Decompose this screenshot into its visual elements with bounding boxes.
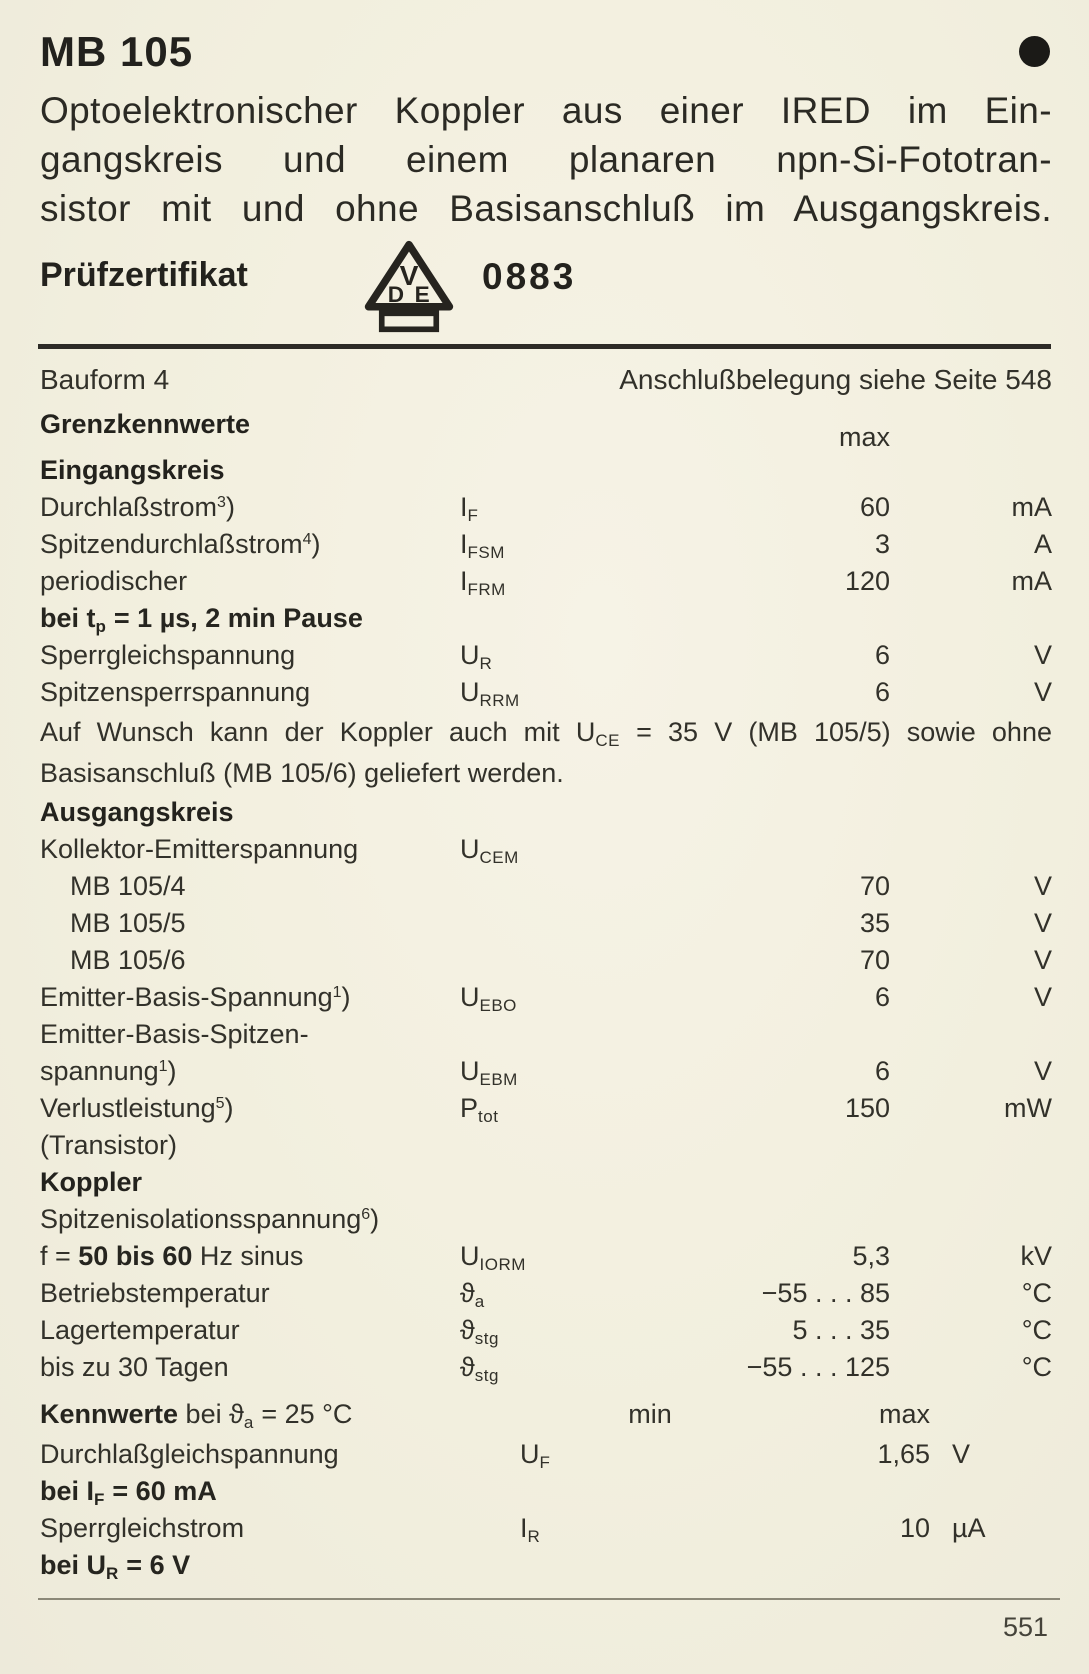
row-unit: V [1033,677,1052,707]
bauform-row [40,362,1052,408]
row-unit: V [1033,908,1052,938]
row-unit: kV [1020,1241,1052,1271]
table-row [40,905,1052,942]
row-symbol: $I_F$ [460,492,479,525]
row-label: Verlustleistung$^5$) [40,1093,234,1123]
row-symbol: $U_{RRM}$ [460,677,520,710]
row-label: Eingangskreis [40,455,225,485]
row-unit: mA [1011,492,1052,522]
row-min-value [580,1510,720,1547]
row-unit [890,831,1052,868]
page-title: MB 105 [40,28,194,75]
col-header-min: min [628,1399,672,1429]
pin-assignment-note: Anschlußbelegung siehe Seite 548 [619,364,1052,395]
row-unit: V [1033,640,1052,670]
table-row [40,1349,1052,1386]
table-row [40,637,1052,674]
row-symbol: $I_R$ [520,1513,541,1546]
option-note-paragraph [40,711,1052,794]
row-value: 5,3 [852,1241,890,1271]
row-symbol [460,905,640,942]
row-unit: °C [1021,1315,1052,1345]
row-label: bei $U_R = 6$ V [40,1550,191,1583]
row-label: Durchlaßstrom$^3$) [40,492,235,522]
row-label: Kennwerte bei $ϑ_a = 25$ °C [40,1399,353,1432]
table-row [40,563,1052,600]
table-row [40,1201,1052,1238]
page-number: 551 [1002,1612,1048,1642]
row-unit: °C [1021,1352,1052,1382]
row-label: (Transistor) [40,1130,178,1160]
col-header-max: max [838,422,890,452]
table-row [40,1053,1052,1090]
top-divider [38,344,1051,349]
row-unit: V [1033,945,1052,975]
row-max-value: 10 [899,1513,930,1543]
row-label: Spitzenisolationsspannung$^6$) [40,1204,380,1234]
description-line: sistor mit und ohne Basisanschluß im Ausgangskreis. [40,188,1052,229]
product-description [40,86,1052,233]
certificate-number: 0883 [482,256,577,297]
vde-letter: D [387,282,404,308]
row-symbol: $ϑ_{stg}$ [460,1352,499,1385]
row-label: bei $I_F = 60$ mA [40,1476,217,1509]
row-value: −55 . . . 125 [746,1352,890,1382]
table-row [40,600,1052,637]
table-row [40,1547,1052,1584]
row-unit: V [1033,871,1052,901]
row-symbol: $U_{EBO}$ [460,982,517,1015]
row-value: 35 [859,908,890,938]
table-row [40,1090,1052,1127]
row-label: Spitzendurchlaßstrom$^4$) [40,529,321,559]
description-line: Optoelektronischer Koppler aus einer IRED im Ein- [40,90,1052,131]
row-label: Emitter-Basis-Spitzen- [40,1019,309,1049]
table-row [40,979,1052,1016]
row-value: 3 [874,529,890,559]
note-paragraph-line: Basisanschluß (MB 105/6) geliefert werden. [40,758,564,788]
table-row [40,1436,1052,1473]
table-row [40,942,1052,979]
row-label: bis zu 30 Tagen [40,1352,229,1382]
row-unit: °C [1021,1278,1052,1308]
row-value [640,831,890,868]
row-label: MB 105/6 [70,945,186,975]
table-row [40,489,1052,526]
description-line: gangskreis und einem planaren npn-Si-Fototran- [40,139,1052,180]
row-label: Bauform 4 [40,364,170,395]
row-value: 6 [874,1056,890,1086]
row-symbol [460,942,640,979]
row-label: Sperrgleichspannung [40,640,296,670]
table-row [40,674,1052,711]
table-row [40,1127,1052,1164]
row-unit: A [1033,529,1052,559]
bottom-divider [38,1598,1060,1600]
table-row [40,1238,1052,1275]
row-symbol: $ϑ_a$ [460,1278,485,1311]
row-label: MB 105/5 [70,908,186,938]
note-paragraph-line: Auf Wunsch kann der Koppler auch mit $U_{CE} = 35$ V (MB 105/5) sowie ohne [40,717,1052,750]
row-unit: V [1033,1056,1052,1086]
row-min-value [580,1436,720,1473]
characteristics-header [40,1386,1052,1436]
certificate-row [40,238,1052,338]
row-label: periodischer [40,566,188,596]
row-unit: V [952,1439,971,1469]
row-value: 6 [874,640,890,670]
table-row [40,868,1052,905]
row-label: Emitter-Basis-Spannung$^1$) [40,982,351,1012]
row-label: Lagertemperatur [40,1315,240,1345]
col-header-max: max [878,1399,930,1429]
row-label: Kollektor-Emitterspannung [40,834,359,864]
row-symbol: $P_{tot}$ [460,1093,499,1126]
registration-dot-icon [1019,36,1050,67]
row-symbol: $U_{CEM}$ [460,834,519,867]
row-label: spannung$^1$) [40,1056,177,1086]
row-symbol: $I_{FSM}$ [460,529,505,562]
row-symbol [460,868,640,905]
row-unit: V [1033,982,1052,1012]
input-circuit-heading [40,452,1052,489]
table-row [40,1275,1052,1312]
row-symbol: $ϑ_{stg}$ [460,1315,499,1348]
coupler-heading [40,1164,1052,1201]
row-label: Durchlaßgleichspannung [40,1439,339,1469]
table-row [40,1312,1052,1349]
row-label: Spitzensperrspannung [40,677,311,707]
row-label: bei $t_p = 1$ µs, 2 min Pause [40,603,363,636]
row-value: 120 [844,566,890,596]
limits-section-header [40,408,1052,452]
row-value: 6 [874,677,890,707]
table-row [40,1510,1052,1547]
row-value: 6 [874,982,890,1012]
row-unit: mW [1004,1093,1052,1123]
certificate-label: Prüfzertifikat [40,256,248,294]
row-value: 70 [859,945,890,975]
table-row [40,1473,1052,1510]
row-symbol: $U_F$ [520,1439,551,1472]
row-label: Sperrgleichstrom [40,1513,245,1543]
table-row [40,1016,1052,1053]
vde-letter: V [399,259,419,292]
row-value: 70 [859,871,890,901]
spec-table [40,362,1052,1584]
row-symbol: $U_R$ [460,640,493,673]
row-symbol: $U_{IORM}$ [460,1241,526,1274]
row-value: 60 [859,492,890,522]
table-row [40,526,1052,563]
row-value: 5 . . . 35 [792,1315,890,1345]
row-unit: µA [952,1513,986,1543]
row-label: Ausgangskreis [40,797,234,827]
row-label: MB 105/4 [70,871,186,901]
vde-letter: E [414,282,430,308]
row-symbol: $I_{FRM}$ [460,566,506,599]
row-label: Koppler [40,1167,143,1197]
vde-mark-icon [362,238,456,336]
row-label: f = 50 bis 60 Hz sinus [40,1241,304,1271]
section-title: Grenzkennwerte [40,409,251,439]
row-value: −55 . . . 85 [761,1278,890,1308]
row-value: 150 [844,1093,890,1123]
row-symbol: $U_{EBM}$ [460,1056,518,1089]
output-circuit-heading [40,794,1052,831]
table-row [40,831,1052,868]
row-unit: mA [1011,566,1052,596]
row-max-value: 1,65 [877,1439,930,1469]
row-label: Betriebstemperatur [40,1278,270,1308]
